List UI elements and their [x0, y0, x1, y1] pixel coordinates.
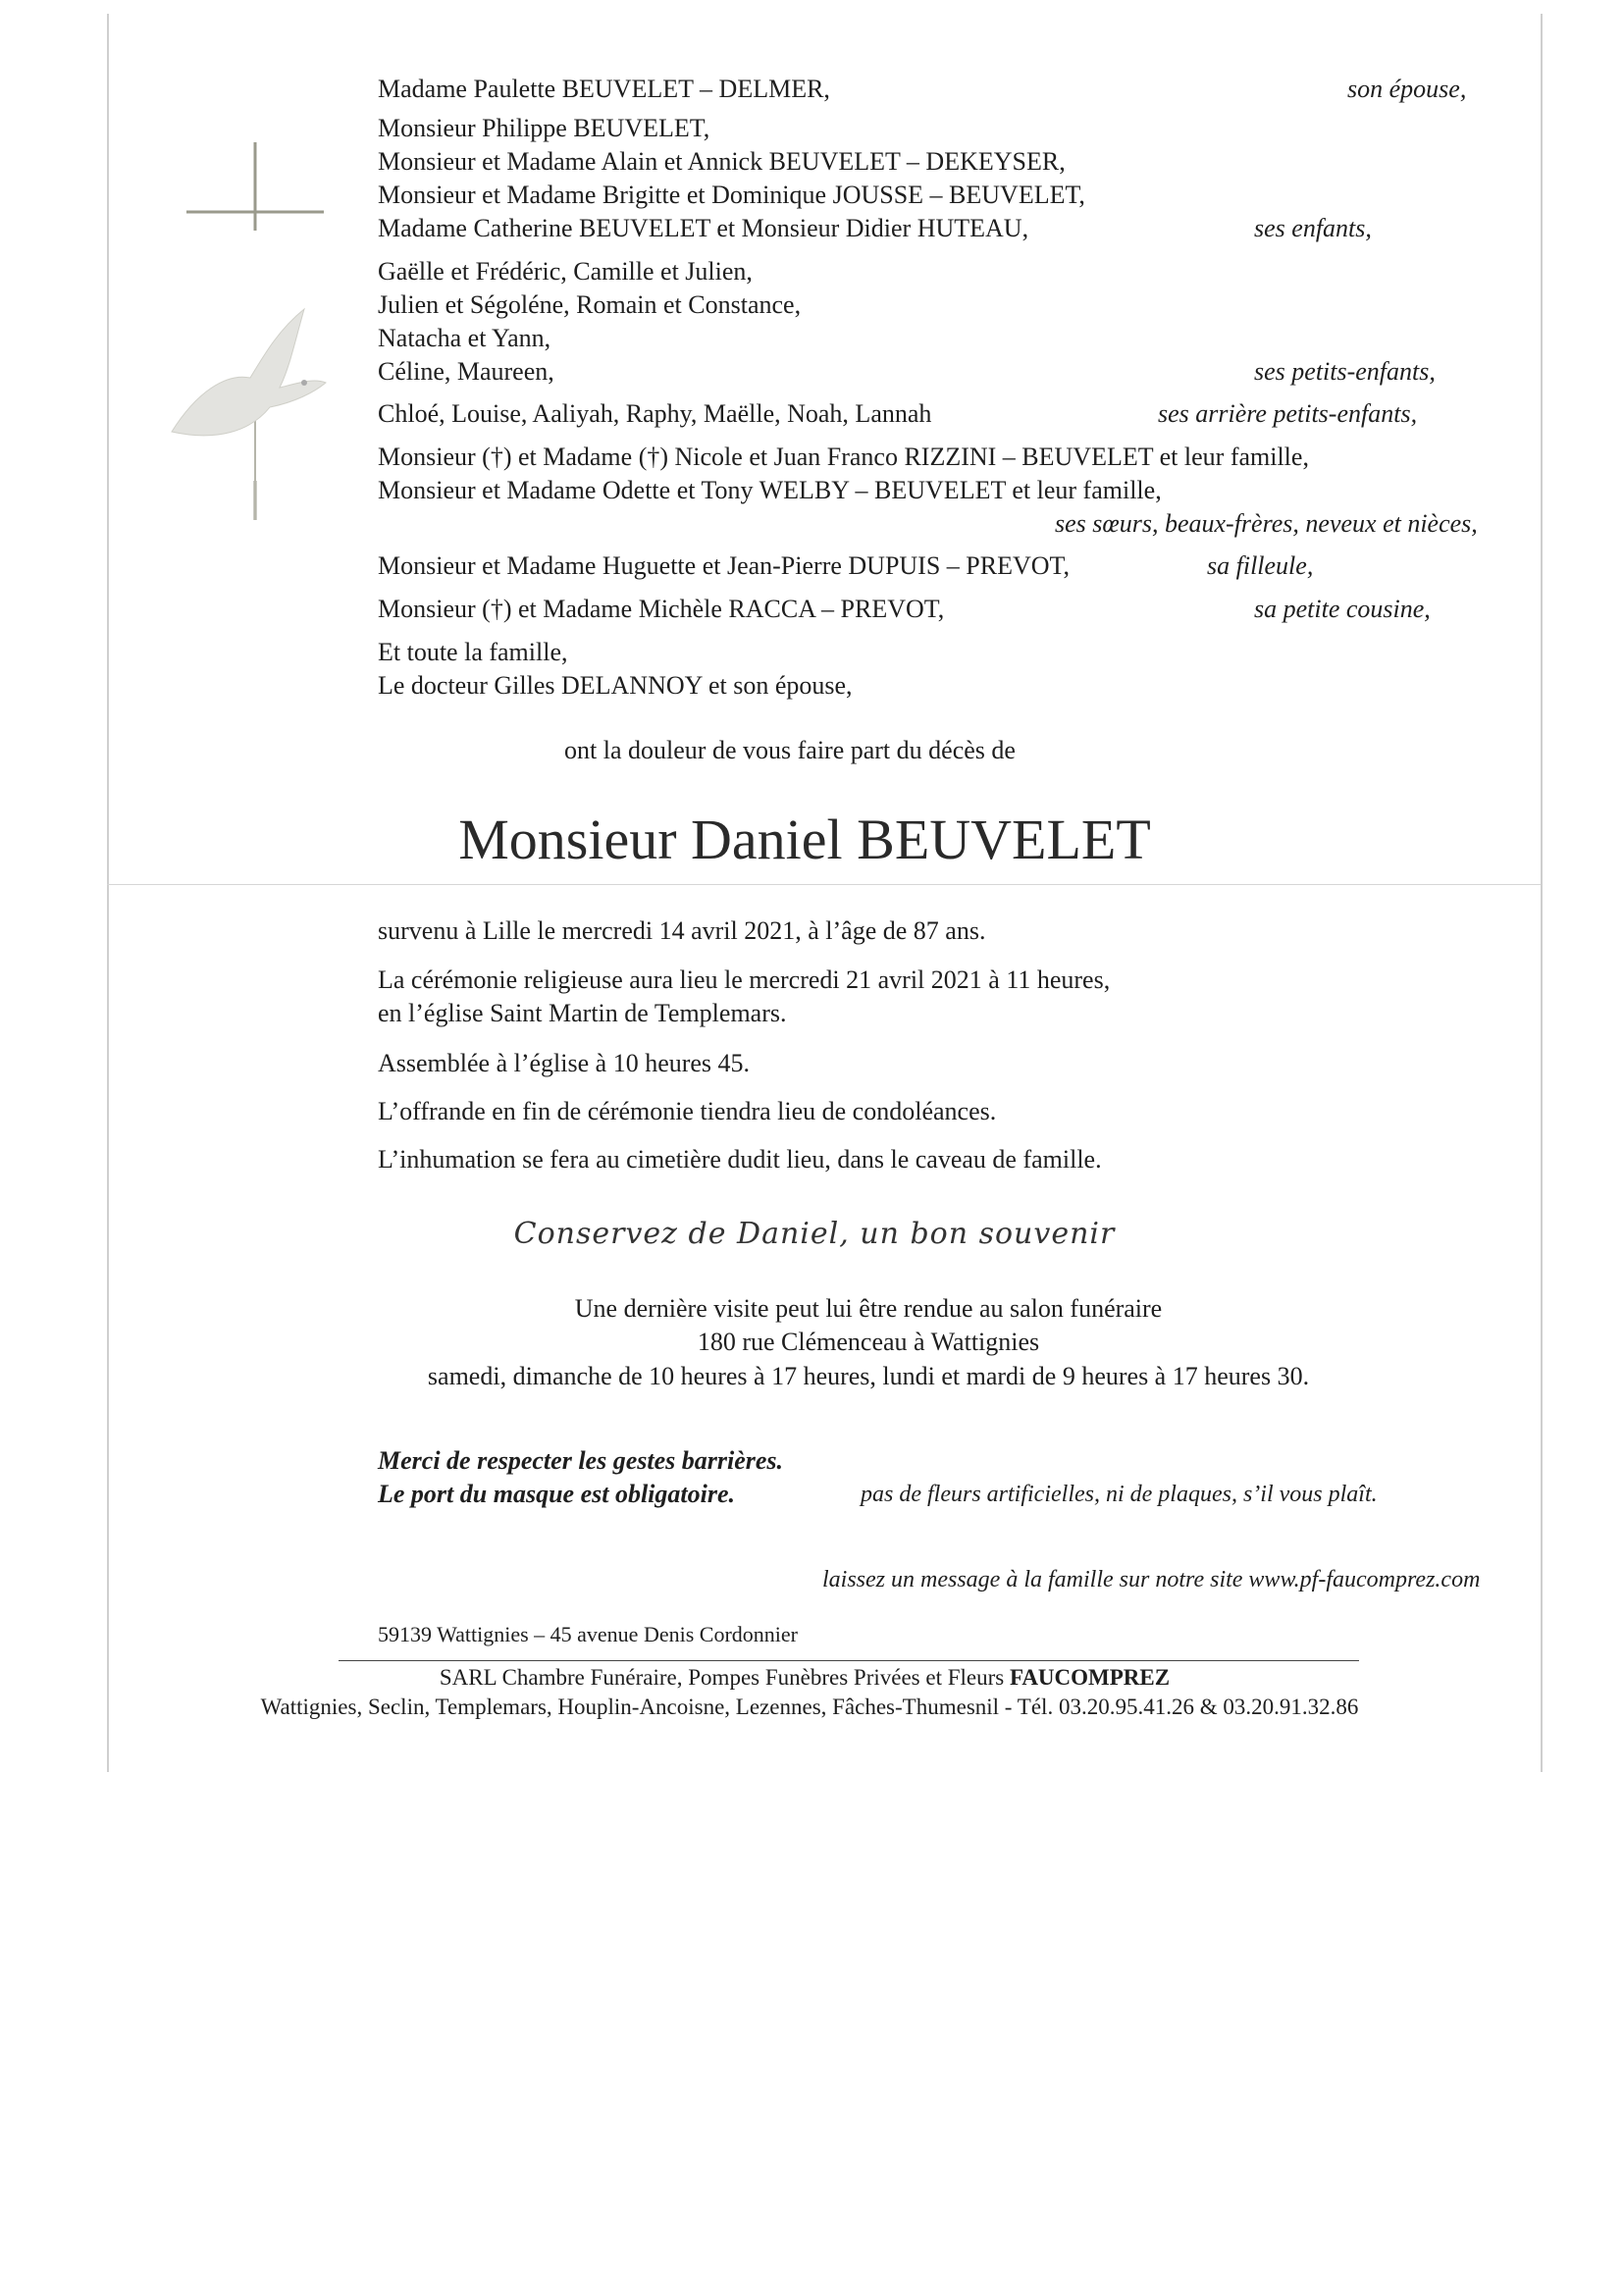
visite-line-3: samedi, dimanche de 10 heures à 17 heures, lundi et mardi de 9 heures à 17 heures 30.: [427, 1362, 1310, 1390]
petit-enfant-line-2: Julien et Ségoléne, Romain et Constance,: [378, 290, 802, 319]
covid-line-2: Le port du masque est obligatoire.: [378, 1480, 735, 1508]
filleule-role: sa filleule,: [1207, 551, 1314, 580]
fold-line: [107, 884, 1541, 885]
arriere-petits-enfants-names: Chloé, Louise, Aaliyah, Raphy, Maëlle, Noah, Lannah: [378, 399, 932, 428]
covid-line-1: Merci de respecter les gestes barrières.: [378, 1446, 784, 1475]
soeur-line-2: Monsieur et Madame Odette et Tony WELBY – BEUVELET et leur famille,: [378, 476, 1162, 504]
visite-line-1: Une dernière visite peut lui être rendue au salon funéraire: [574, 1294, 1163, 1323]
address-text: 59139 Wattignies – 45 avenue Denis Cordonnier: [378, 1622, 798, 1646]
soeur-line-1: Monsieur (†) et Madame (†) Nicole et Juan Franco RIZZINI – BEUVELET et leur famille,: [378, 443, 1309, 471]
family-block: [378, 75, 1536, 703]
detail-line-3: en l’église Saint Martin de Templemars.: [378, 999, 787, 1027]
left-border-line: [107, 14, 109, 1772]
detail-line-5: L’offrande en fin de cérémonie tiendra lieu de condoléances.: [378, 1097, 997, 1125]
petit-enfant-line-4: Céline, Maureen,: [378, 357, 554, 386]
message-text: laissez un message à la famille sur notre site www.pf-faucomprez.com: [822, 1567, 1481, 1592]
filleule-name: Monsieur et Madame Huguette et Jean-Pierre DUPUIS – PREVOT,: [378, 551, 1070, 580]
arriere-petits-enfants-role: ses arrière petits-enfants,: [1158, 399, 1418, 428]
other-line-2: Le docteur Gilles DELANNOY et son épouse,: [378, 671, 853, 700]
right-border-line: [1541, 14, 1543, 1772]
detail-line-4: Assemblée à l’église à 10 heures 45.: [378, 1049, 751, 1077]
enfant-line-3: Monsieur et Madame Brigitte et Dominique JOUSSE – BEUVELET,: [378, 181, 1085, 209]
enfant-line-2: Monsieur et Madame Alain et Annick BEUVELET – DEKEYSER,: [378, 147, 1066, 176]
enfants-role: ses enfants,: [1254, 214, 1372, 242]
petit-enfant-line-3: Natacha et Yann,: [378, 324, 551, 352]
cousine-role: sa petite cousine,: [1254, 595, 1431, 623]
petits-enfants-role: ses petits-enfants,: [1254, 357, 1436, 386]
petit-enfant-line-1: Gaëlle et Frédéric, Camille et Julien,: [378, 257, 753, 286]
footer-locations: Wattignies, Seclin, Templemars, Houplin-Ancoisne, Lezennes, Fâches-Thumesnil - Tél. 03.20.95.41.26 & 03.20.91.32.86: [260, 1695, 1359, 1719]
epouse-name: Madame Paulette BEUVELET – DELMER,: [378, 75, 830, 103]
dove-icon: [157, 285, 334, 481]
footer-company: [196, 1665, 1413, 1691]
detail-line-6: L’inhumation se fera au cimetière dudit lieu, dans le caveau de famille.: [378, 1145, 1102, 1174]
details-block: [378, 916, 1457, 1181]
footer-separator: [339, 1660, 1359, 1661]
deceased-name: Monsieur Daniel BEUVELET: [458, 808, 1151, 871]
footer-company-prefix: SARL Chambre Funéraire, Pompes Funèbres Privées et Fleurs: [439, 1665, 1010, 1690]
announcement-text: ont la douleur de vous faire part du décès de: [564, 736, 1016, 764]
detail-line-2: La cérémonie religieuse aura lieu le mercredi 21 avril 2021 à 11 heures,: [378, 965, 1111, 994]
cousine-name: Monsieur (†) et Madame Michèle RACCA – PREVOT,: [378, 595, 945, 623]
other-line-1: Et toute la famille,: [378, 638, 568, 666]
soeurs-role: ses sœurs, beaux-frères, neveux et nièces,: [1055, 509, 1478, 538]
enfant-line-1: Monsieur Philippe BEUVELET,: [378, 114, 710, 142]
detail-line-1: survenu à Lille le mercredi 14 avril 2021, à l’âge de 87 ans.: [378, 916, 986, 945]
enfant-line-4: Madame Catherine BEUVELET et Monsieur Didier HUTEAU,: [378, 214, 1029, 242]
footer-brand: FAUCOMPREZ: [1009, 1665, 1171, 1690]
epouse-role: son épouse,: [1347, 75, 1467, 103]
visite-line-2: 180 rue Clémenceau à Wattignies: [697, 1328, 1040, 1356]
souvenir-text: Conservez de Daniel, un bon souvenir: [513, 1217, 1116, 1251]
fleurs-text: pas de fleurs artificielles, ni de plaques, s’il vous plaît.: [861, 1482, 1378, 1507]
